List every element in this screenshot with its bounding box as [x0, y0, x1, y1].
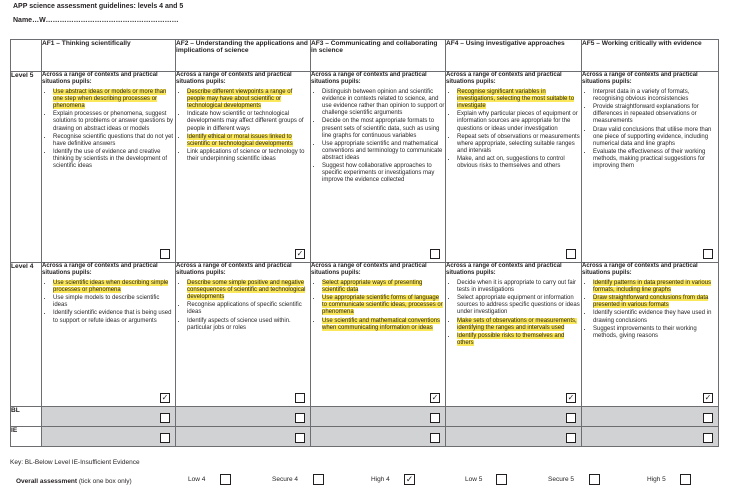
column-header-af4: AF4 – Using investigative approaches [446, 40, 582, 72]
cell-l4-af3 [311, 263, 446, 407]
cell-l5-af2 [176, 72, 311, 263]
cell-ie-af4 [446, 427, 582, 447]
checkbox-l4-af1[interactable]: ✓ [161, 393, 169, 402]
column-header-af1: AF1 – Thinking scientifically [42, 40, 176, 72]
option-low4-label: Low 4 [188, 476, 206, 483]
checkbox-l4-af3[interactable]: ✓ [431, 393, 439, 402]
checkbox-bl-af3[interactable] [430, 413, 440, 423]
cell-ie-af3 [311, 427, 446, 447]
checkbox-ie-af2[interactable] [295, 433, 305, 443]
checkbox-l5-af4[interactable] [566, 249, 576, 259]
criterion: • Identify aspects of science used within. particular jobs or roles [187, 318, 310, 332]
checkbox-bl-af5[interactable] [703, 413, 713, 423]
highlighted-criterion: Use scientific ideas when describing simple processes or phenomena [53, 280, 169, 294]
cell-l4-af2 [176, 263, 311, 407]
cell-l5-af3 [311, 72, 446, 263]
cell-bl-af5 [582, 407, 719, 427]
highlighted-criterion: Describe different viewpoints a range of people may have about scientific or technological developments [187, 89, 293, 110]
criterion [593, 295, 718, 309]
key-legend: Key: BL-Below Level IE-Insufficient Evidence [10, 459, 140, 466]
criterion: • Distinguish between opinion and scientific evidence in contexts related to science, and use evidence rather than opinion to support or challenge scientific arguments [322, 89, 445, 117]
cell-lead: Across a range of contexts and practical situations pupils: [446, 72, 562, 86]
checkbox-ie-af3[interactable] [430, 433, 440, 443]
checkbox-l5-af1[interactable] [160, 249, 170, 259]
highlighted-criterion: Recognise significant variables in investigations, selecting the most suitable to investigate [457, 89, 575, 110]
cell-ie-af1 [42, 427, 176, 447]
criterion [457, 333, 581, 347]
overall-note: (tick one box only) [78, 478, 132, 485]
cell-l4-af1 [42, 263, 176, 407]
column-header-af2: AF2 – Understanding the applications and implications of science [176, 40, 311, 72]
checkbox-l5-af5[interactable] [703, 249, 713, 259]
checkbox-l5-af3[interactable] [430, 249, 440, 259]
cell-lead: Across a range of contexts and practical situations pupils: [42, 263, 158, 277]
criterion: • Link applications of science or technology to their underpinning scientific ideas [187, 149, 310, 163]
option-high4-checkbox[interactable]: ✓ [405, 474, 414, 484]
option-low4-checkbox[interactable] [220, 474, 231, 485]
cell-bl-af4 [446, 407, 582, 427]
checkbox-ie-af4[interactable] [566, 433, 576, 443]
assessment-grid [10, 39, 719, 447]
highlighted-criterion: Select appropriate ways of presenting scientific data [322, 280, 423, 294]
overall-assessment-label [16, 478, 132, 485]
criterion [187, 134, 310, 148]
highlighted-criterion: Describe some simple positive and negative consequences of scientific and technological developments [187, 280, 306, 301]
cell-lead: Across a range of contexts and practical situations pupils: [446, 263, 562, 277]
page-title: APP science assessment guidelines: levels 4 and 5 [13, 3, 184, 10]
cell-lead: Across a range of contexts and practical situations pupils: [311, 72, 427, 86]
criterion [322, 318, 445, 332]
criterion: • Indicate how scientific or technological developments may affect different groups of people in different ways [187, 111, 310, 132]
checkbox-ie-af5[interactable] [703, 433, 713, 443]
checkbox-bl-af1[interactable] [160, 413, 170, 423]
criterion: • Explain why particular pieces of equipment or information sources are appropriate for the questions or ideas under investigation [457, 111, 581, 132]
cell-l5-af5 [582, 72, 719, 263]
highlighted-criterion: Use scientific and mathematical conventions when communicating information or ideas [322, 317, 441, 331]
cell-l5-af4 [446, 72, 582, 263]
criterion [457, 318, 581, 332]
criterion: • Make, and act on, suggestions to control obvious risks to themselves and others [457, 156, 581, 170]
row-label-level4: Level 4 [11, 263, 42, 407]
criterion: • Identify scientific evidence they have used in drawing conclusions [593, 310, 718, 324]
option-low5-label: Low 5 [465, 476, 483, 483]
criterion: • Decide when it is appropriate to carry out fair tests in investigations [457, 280, 581, 294]
criterion: • Decide on the most appropriate formats to present sets of scientific data, such as using line graphs for continuous variables [322, 118, 445, 139]
checkbox-l4-af2[interactable] [295, 393, 305, 403]
criterion: • Provide straightforward explanations for differences in repeated observations or measurements [593, 104, 718, 125]
criterion [457, 89, 581, 110]
checkbox-l4-af5[interactable]: ✓ [704, 393, 712, 402]
option-high5-checkbox[interactable] [680, 474, 691, 485]
overall-label: Overall assessment [16, 478, 78, 485]
option-secure4-label: Secure 4 [272, 476, 299, 483]
criterion: • Draw valid conclusions that utilise more than one piece of supporting evidence, including numerical data and line graphs [593, 127, 718, 148]
criterion: • Select appropriate equipment or information sources to address specific questions or ideas under investigation [457, 295, 581, 316]
criterion: • Recognise scientific questions that do not yet have definitive answers [53, 134, 175, 148]
criterion [322, 295, 445, 316]
row-label-ie: IE [11, 427, 42, 447]
cell-bl-af3 [311, 407, 446, 427]
column-header-af3: AF3 – Communicating and collaborating in science [311, 40, 446, 72]
criterion: • Interpret data in a variety of formats, recognising obvious inconsistencies [593, 89, 718, 103]
option-high4-label: High 4 [371, 476, 390, 483]
cell-lead: Across a range of contexts and practical situations pupils: [176, 263, 292, 277]
criterion: • Evaluate the effectiveness of their working methods, making practical suggestions for improving them [593, 149, 718, 170]
highlighted-criterion: Use abstract ideas or models or more than one step when describing processes or phenomena [53, 89, 167, 110]
highlighted-criterion: Identify patterns in data presented in various formats, including line graphs [593, 280, 712, 294]
cell-lead: Across a range of contexts and practical situations pupils: [42, 72, 158, 86]
option-low5-checkbox[interactable] [496, 474, 507, 485]
highlighted-criterion: Use appropriate scientific forms of language to communicate scientific ideas, processes or phenomena [322, 295, 443, 316]
option-secure5-label: Secure 5 [548, 476, 575, 483]
checkbox-bl-af2[interactable] [295, 413, 305, 423]
option-secure4-checkbox[interactable] [313, 474, 324, 485]
highlighted-criterion: Identify ethical or moral issues linked to scientific or technological developments [187, 133, 293, 147]
criterion: • Explain processes or phenomena, suggest solutions to problems or answer questions by drawing on abstract ideas or models [53, 111, 175, 132]
cell-l4-af5 [582, 263, 719, 407]
criterion: • Repeat sets of observations or measurements where appropriate, selecting suitable ranges and intervals [457, 134, 581, 155]
criterion: • Identify the use of evidence and creative thinking by scientists in the development of scientific ideas [53, 149, 175, 170]
highlighted-criterion: Make sets of observations or measurements, identifying the ranges and intervals used [457, 317, 577, 331]
cell-ie-af2 [176, 427, 311, 447]
criterion [322, 280, 445, 294]
criterion: • Use appropriate scientific and mathematical conventions and terminology to communicate abstract ideas [322, 141, 445, 162]
cell-lead: Across a range of contexts and practical situations pupils: [311, 263, 427, 277]
column-header-af5: AF5 – Working critically with evidence [582, 40, 719, 72]
criterion: • Suggest improvements to their working methods, giving reasons [593, 326, 718, 340]
checkbox-l4-af4[interactable]: ✓ [567, 393, 575, 402]
criterion: • Identify scientific evidence that is being used to support or refute ideas or arguments [53, 310, 175, 324]
option-secure5-checkbox[interactable] [589, 474, 600, 485]
name-field-label: Name…W………………………………………………… [13, 17, 179, 24]
criterion [187, 280, 310, 301]
criterion: • Use simple models to describe scientific ideas [53, 295, 175, 309]
highlighted-criterion: Draw straightforward conclusions from data presented in various formats [593, 295, 709, 309]
option-high5-label: High 5 [647, 476, 666, 483]
corner-cell [11, 40, 42, 72]
criterion: • Suggest how collaborative approaches to specific experiments or investigations may improve the evidence collected [322, 163, 445, 184]
cell-bl-af2 [176, 407, 311, 427]
cell-ie-af5 [582, 427, 719, 447]
criterion [53, 89, 175, 110]
cell-l4-af4 [446, 263, 582, 407]
cell-lead: Across a range of contexts and practical situations pupils: [582, 72, 698, 86]
highlighted-criterion: Identify possible risks to themselves and others [457, 332, 565, 346]
cell-bl-af1 [42, 407, 176, 427]
checkbox-l5-af2[interactable]: ✓ [296, 249, 304, 258]
row-label-level5: Level 5 [11, 72, 42, 263]
row-label-bl: BL [11, 407, 42, 427]
criterion [187, 89, 310, 110]
checkbox-ie-af1[interactable] [160, 433, 170, 443]
checkbox-bl-af4[interactable] [566, 413, 576, 423]
criterion [53, 280, 175, 294]
cell-lead: Across a range of contexts and practical situations pupils: [176, 72, 292, 86]
criterion: • Recognise applications of specific scientific ideas [187, 302, 310, 316]
cell-l5-af1 [42, 72, 176, 263]
cell-lead: Across a range of contexts and practical situations pupils: [582, 263, 698, 277]
criterion [593, 280, 718, 294]
